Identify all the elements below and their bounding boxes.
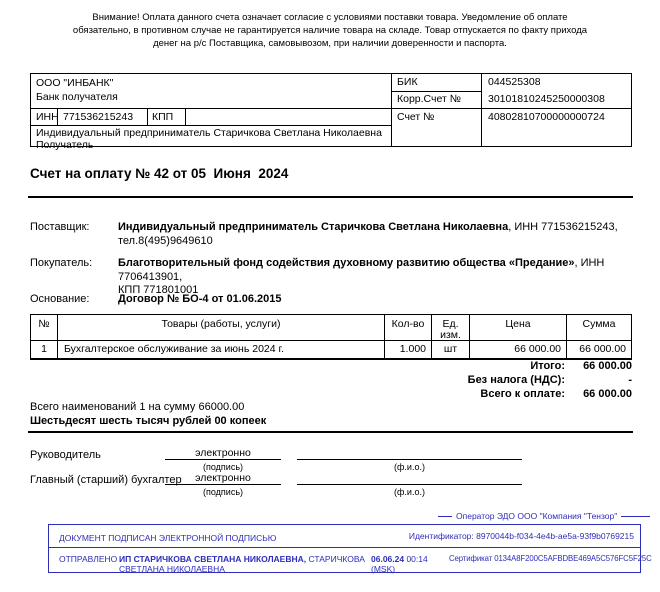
stamp-certificate: Сертификат 0134A8F200C5AFBDBE469A5C576FC5F25C — [449, 554, 652, 563]
item-sum: 66 000.00 — [579, 343, 626, 355]
divider — [391, 74, 392, 146]
inn-label: ИНН — [36, 111, 59, 123]
divider — [481, 74, 482, 146]
accountant-signature-line: электронно — [165, 472, 281, 485]
supplier-name: Индивидуальный предприниматель Старичкова Светлана Николаевна — [118, 221, 509, 233]
basis-value: Договор № БО-4 от 01.06.2015 — [118, 293, 282, 305]
buyer-kpp: КПП 771801001 — [118, 284, 199, 296]
buyer-label: Покупатель: — [30, 257, 93, 269]
supplier-inn: , ИНН 771536215243, — [508, 221, 618, 233]
inn-value: 771536215243 — [63, 111, 134, 123]
accountant-fio-line — [297, 472, 522, 485]
fio-caption: (ф.и.о.) — [394, 462, 425, 472]
grand-total-value: 66 000.00 — [583, 388, 632, 400]
divider — [31, 125, 391, 126]
stamp-sender — [119, 554, 371, 574]
buyer-name: Благотворительный фонд содействия духовному развитию общества «Предание» — [118, 257, 575, 269]
divider — [391, 91, 481, 92]
grand-total-label: Всего к оплате: — [480, 388, 565, 400]
items-table — [30, 314, 632, 360]
edo-operator-line — [438, 511, 650, 521]
items-count-line: Всего наименований 1 на сумму 66000.00 — [30, 401, 245, 413]
divider — [49, 547, 640, 548]
account-label: Счет № — [397, 111, 435, 123]
divider — [185, 108, 186, 125]
tax-label: Без налога (НДС): — [467, 374, 565, 386]
supplier-label: Поставщик: — [30, 221, 90, 233]
stamp-timezone: (MSK) — [371, 564, 396, 574]
divider — [31, 108, 391, 109]
stamp-identifier: Идентификатор: 8970044b-f034-4e4b-ae5a-93f9b0769215 — [408, 531, 634, 541]
divider — [147, 108, 148, 125]
divider — [621, 516, 650, 517]
tax-value: - — [628, 374, 632, 386]
supplier-phone: тел.8(495)9649610 — [118, 234, 213, 247]
account-value: 40802810700000000724 — [488, 111, 605, 123]
signature-caption: (подпись) — [202, 487, 244, 497]
stamp-date: 06.06.24 — [371, 554, 405, 564]
divider — [28, 196, 633, 198]
table-row — [31, 341, 631, 358]
col-header-unit: Ед. изм. — [432, 315, 470, 341]
total-label: Итого: — [530, 360, 565, 372]
stamp-time: 00:14 — [404, 554, 428, 564]
bik-label: БИК — [397, 76, 418, 88]
fio-caption: (ф.и.о.) — [394, 487, 425, 497]
electronic-signature-stamp — [48, 524, 652, 574]
buyer-inn: , ИНН 7706413901, — [118, 257, 605, 283]
korr-account-value: 30101810245250000308 — [488, 93, 605, 105]
buyer-value — [118, 257, 630, 298]
head-signature-line: электронно — [165, 447, 281, 460]
head-fio-line — [297, 447, 522, 460]
col-header-sum: Сумма — [567, 315, 631, 341]
stamp-datetime — [371, 554, 441, 574]
bank-name: ООО "ИНБАНК" — [36, 77, 114, 89]
stamp-sent-label: ОТПРАВЛЕНО — [59, 554, 118, 564]
receiver-caption: Получатель — [36, 139, 94, 151]
supplier-value — [118, 221, 630, 248]
item-name: Бухгалтерское обслуживание за июнь 2024 г. — [58, 341, 385, 358]
item-unit: шт — [432, 341, 470, 358]
col-header-num: № — [31, 315, 58, 341]
col-header-price: Цена — [470, 315, 567, 341]
korr-account-label: Корр.Счет № — [397, 93, 461, 105]
divider — [391, 108, 631, 109]
basis-label: Основание: — [30, 293, 90, 305]
stamp-sender-bold: ИП СТАРИЧКОВА СВЕТЛАНА НИКОЛАЕВНА, — [119, 554, 307, 564]
amount-in-words: Шестьдесят шесть тысяч рублей 00 копеек — [30, 415, 267, 427]
stamp-sender-regular: СТАРИЧКОВА СВЕТЛАНА НИКОЛАЕВНА — [119, 554, 365, 574]
col-header-name: Товары (работы, услуги) — [58, 315, 385, 341]
bank-caption: Банк получателя — [36, 91, 118, 103]
divider — [438, 516, 452, 517]
bik-value: 044525308 — [488, 76, 541, 88]
item-qty: 1.000 — [385, 341, 432, 358]
edo-operator-text: Оператор ЭДО ООО "Компания "Тензор" — [456, 511, 618, 521]
item-num: 1 — [31, 341, 58, 358]
stamp-signed-text: ДОКУМЕНТ ПОДПИСАН ЭЛЕКТРОННОЙ ПОДПИСЬЮ — [59, 533, 277, 543]
bank-requisites-table — [30, 73, 632, 151]
divider — [28, 431, 633, 433]
total-value: 66 000.00 — [583, 360, 632, 372]
payment-notice: Внимание! Оплата данного счета означает согласие с условиями поставки товара. Уведомление об оплате обязательно, в противном случае не гарантируется наличие товара на складе. Товар отпускается по факту прихода денег на р/с Поставщика, самовывозом, при наличии доверенности и паспорта. — [72, 12, 588, 49]
receiver-name: Индивидуальный предприниматель Старичкова Светлана Николаевна — [36, 127, 382, 139]
kpp-label: КПП — [152, 111, 174, 123]
accountant-signature-label: Главный (старший) бухгалтер — [30, 474, 182, 486]
item-price: 66 000.00 — [470, 341, 567, 358]
head-signature-label: Руководитель — [30, 449, 101, 461]
items-header-row — [31, 315, 631, 341]
signature-caption: (подпись) — [202, 462, 244, 472]
col-header-qty: Кол-во — [385, 315, 432, 341]
invoice-title: Счет на оплату № 42 от 05 Июня 2024 — [30, 166, 289, 181]
